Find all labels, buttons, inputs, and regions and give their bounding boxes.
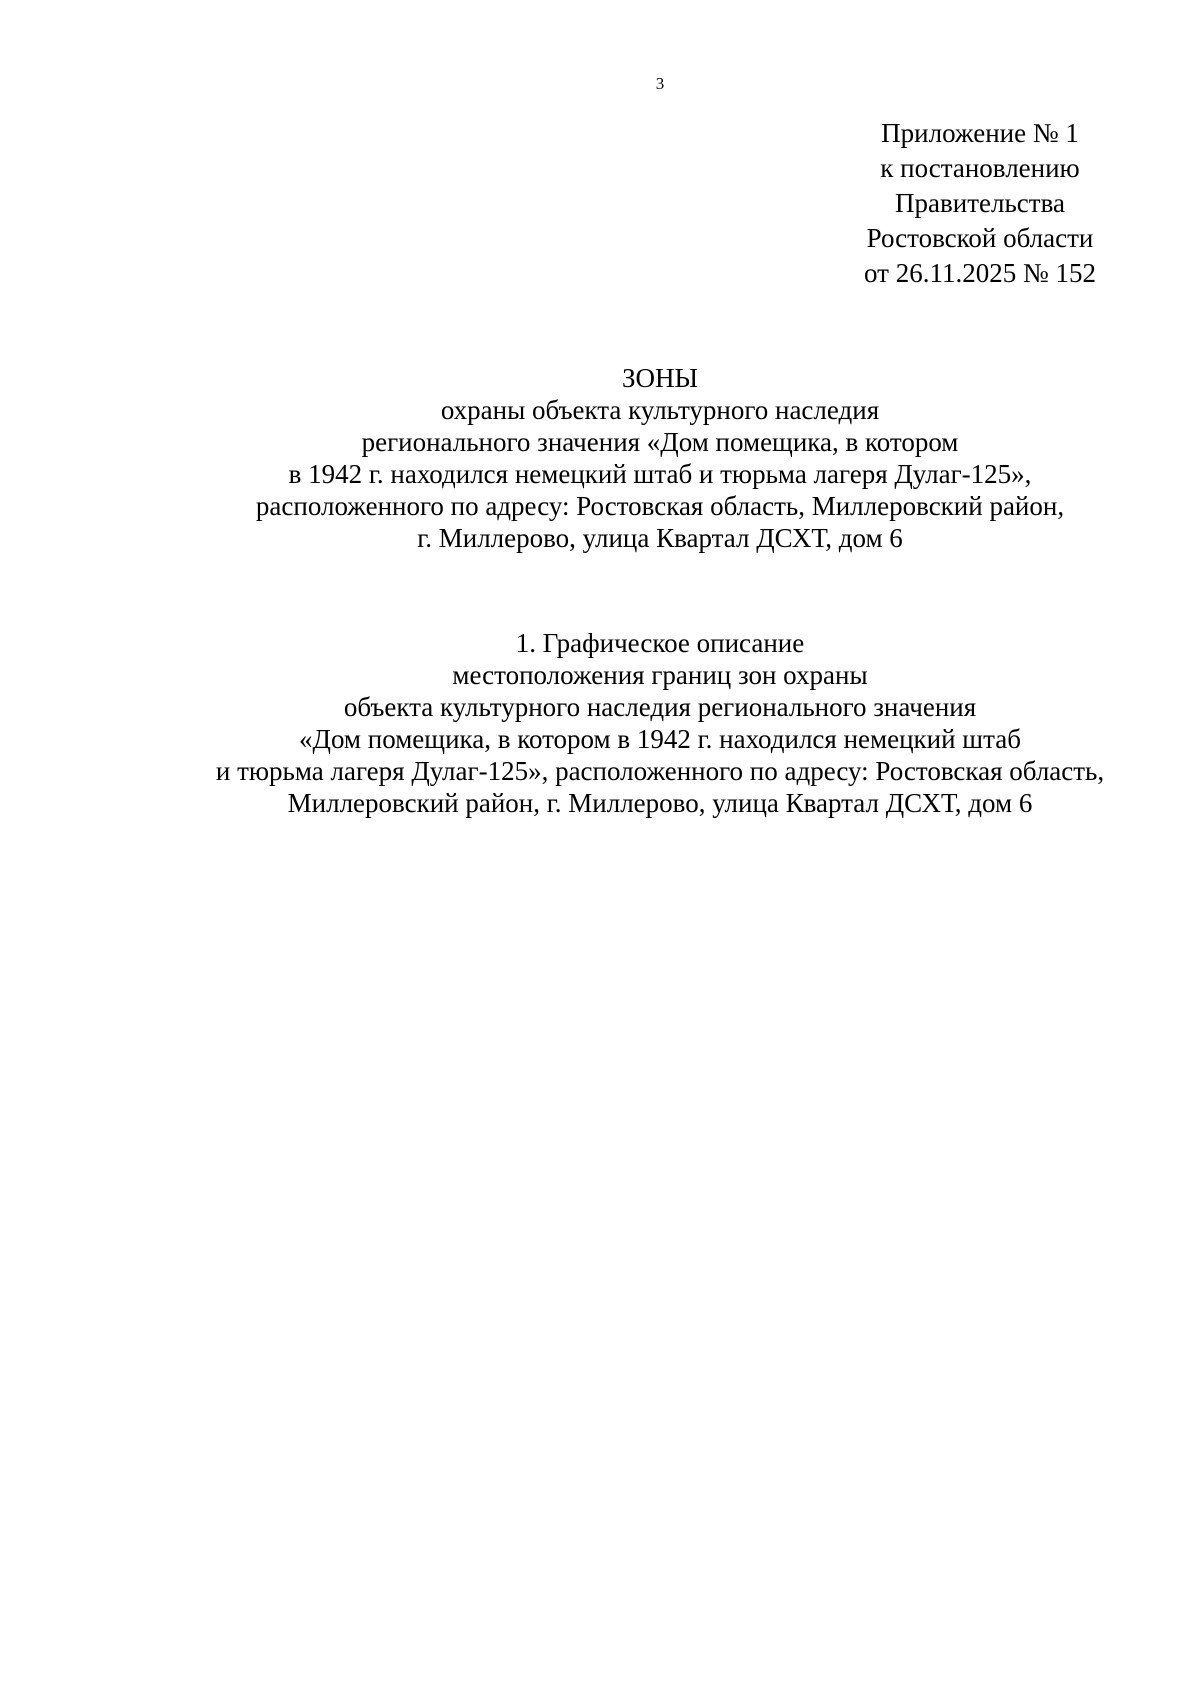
section-line: местоположения границ зон охраны: [452, 660, 868, 690]
title-heading: ЗОНЫ: [621, 363, 699, 393]
section-heading: [0, 627, 1200, 819]
page-number: 3: [655, 74, 665, 93]
appendix-line: Правительства: [895, 188, 1065, 218]
appendix-line: Приложение № 1: [881, 118, 1079, 148]
appendix-line: Ростовской области: [866, 223, 1094, 253]
title-line: охраны объекта культурного наследия: [440, 395, 880, 425]
section-line: объекта культурного наследия регионального значения: [343, 692, 977, 722]
title-line: г. Миллерово, улица Квартал ДСХТ, дом 6: [417, 523, 903, 553]
appendix-line: от 26.11.2025 № 152: [864, 258, 1096, 288]
section-line: «Дом помещика, в котором в 1942 г. находился немецкий штаб: [299, 724, 1021, 754]
section-line: и тюрьма лагеря Дулаг-125», расположенного по адресу: Ростовская область,: [215, 756, 1105, 786]
title-line: в 1942 г. находился немецкий штаб и тюрьма лагеря Дулаг-125»,: [288, 459, 1032, 489]
section-line: Миллеровский район, г. Миллерово, улица Квартал ДСХТ, дом 6: [287, 788, 1033, 818]
document-title: [0, 362, 1200, 554]
appendix-line: к постановлению: [880, 153, 1080, 183]
title-line: регионального значения «Дом помещика, в котором: [361, 427, 959, 457]
title-line: расположенного по адресу: Ростовская область, Миллеровский район,: [255, 491, 1065, 521]
appendix-reference: [830, 116, 1130, 291]
section-line: 1. Графическое описание: [515, 628, 805, 658]
